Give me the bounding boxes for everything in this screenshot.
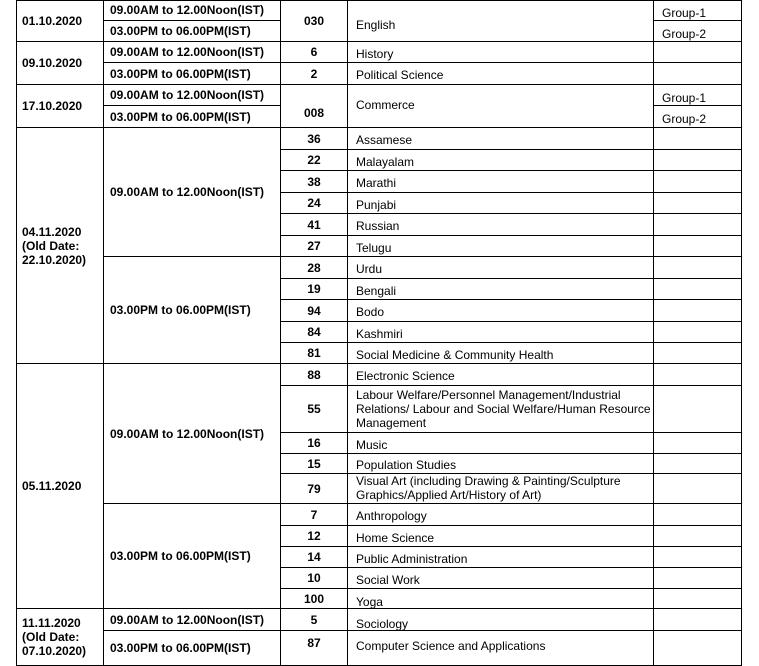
subject-name: Assamese <box>356 133 413 147</box>
subject-code-cell <box>281 42 348 63</box>
date-cell <box>16 128 104 364</box>
group-cell <box>654 589 742 609</box>
subject-name: Sociology <box>356 617 409 631</box>
subject-code: 88 <box>307 367 321 382</box>
date-cell <box>16 609 104 666</box>
date-text: 04.11.2020 (Old Date: 22.10.2020) <box>22 224 87 267</box>
date-text: 09.10.2020 <box>22 56 83 70</box>
subject-code-cell <box>281 364 348 386</box>
subject-name-cell <box>348 547 654 568</box>
time-slot-text: 09.00AM to 12.00Noon(IST) <box>110 185 265 199</box>
subject-code-cell <box>281 128 348 150</box>
subject-name: Marathi <box>356 176 397 190</box>
subject-code: 12 <box>307 529 321 543</box>
subject-name-cell <box>348 504 654 526</box>
subject-code: 87 <box>307 636 321 650</box>
subject-name: Commerce <box>356 98 415 112</box>
subject-name: Visual Art (including Drawing & Painting/Sculpture Graphics/Applied Art/History of Art) <box>356 474 621 502</box>
subject-code: 2 <box>310 66 318 81</box>
subject-code: 55 <box>307 402 321 416</box>
subject-code: 16 <box>307 436 321 450</box>
subject-code-cell <box>281 386 348 433</box>
time-slot-cell <box>104 42 281 63</box>
group-cell <box>654 547 742 568</box>
subject-code-cell <box>281 0 348 42</box>
subject-code: 38 <box>307 174 321 189</box>
subject-code-cell <box>281 433 348 454</box>
time-slot-text: 09.00AM to 12.00Noon(IST) <box>110 88 265 102</box>
subject-code-cell <box>281 322 348 343</box>
group-label: Group-1 <box>662 91 707 105</box>
group-cell <box>654 193 742 214</box>
subject-code-cell <box>281 454 348 474</box>
date-text: 01.10.2020 <box>22 13 83 28</box>
time-slot-cell <box>104 609 281 631</box>
time-slot-text: 09.00AM to 12.00Noon(IST) <box>110 3 265 17</box>
date-text: 11.11.2020 (Old Date: 07.10.2020) <box>22 616 87 658</box>
subject-name-cell <box>348 474 654 504</box>
group-cell <box>654 433 742 454</box>
subject-code: 008 <box>303 106 325 120</box>
subject-name-cell <box>348 85 654 128</box>
time-slot-cell <box>104 128 281 257</box>
time-slot-text: 03.00PM to 06.00PM(IST) <box>110 24 251 38</box>
subject-code: 15 <box>307 456 321 471</box>
subject-code-cell <box>281 609 348 631</box>
group-cell <box>654 236 742 257</box>
subject-code: 24 <box>307 196 321 210</box>
group-cell <box>654 106 742 128</box>
subject-code-cell <box>281 257 348 279</box>
time-slot-cell <box>104 21 281 42</box>
date-cell <box>16 42 104 85</box>
subject-name: Labour Welfare/Personnel Management/Industrial Relations/ Labour and Social Welfare/Human Resource Management <box>356 388 651 430</box>
time-slot-cell <box>104 0 281 21</box>
subject-code: 6 <box>310 45 318 59</box>
group-label: Group-1 <box>662 6 707 20</box>
subject-name-cell <box>348 526 654 547</box>
subject-name-cell <box>348 609 654 631</box>
subject-name: Telugu <box>356 241 392 255</box>
subject-name: Music <box>356 438 388 452</box>
group-cell <box>654 609 742 631</box>
time-slot-cell <box>104 257 281 364</box>
subject-code: 28 <box>307 260 321 275</box>
subject-code-cell <box>281 504 348 526</box>
subject-name-cell <box>348 193 654 214</box>
subject-name: Punjabi <box>356 198 397 212</box>
time-slot-text: 03.00PM to 06.00PM(IST) <box>110 66 251 81</box>
subject-code-cell <box>281 343 348 364</box>
subject-name: Computer Science and Applications <box>356 639 546 653</box>
date-cell <box>16 0 104 42</box>
group-cell <box>654 150 742 171</box>
group-label: Group-2 <box>662 27 707 41</box>
subject-code: 19 <box>307 282 321 296</box>
group-cell <box>654 257 742 279</box>
subject-code-cell <box>281 300 348 322</box>
subject-code: 81 <box>307 346 321 360</box>
time-slot-text: 09.00AM to 12.00Noon(IST) <box>110 426 265 441</box>
subject-code-cell <box>281 150 348 171</box>
group-cell <box>654 386 742 433</box>
time-slot-text: 09.00AM to 12.00Noon(IST) <box>110 45 265 59</box>
subject-name-cell <box>348 214 654 236</box>
subject-name-cell <box>348 128 654 150</box>
subject-name: Anthropology <box>356 509 427 523</box>
subject-name: Political Science <box>356 68 444 82</box>
group-label: Group-2 <box>662 112 707 126</box>
subject-name: Bengali <box>356 284 397 298</box>
subject-code: 79 <box>307 481 321 496</box>
group-cell <box>654 454 742 474</box>
subject-name-cell <box>348 433 654 454</box>
group-cell <box>654 171 742 193</box>
group-cell <box>654 214 742 236</box>
subject-name: History <box>356 47 394 61</box>
subject-name: Population Studies <box>356 458 457 472</box>
group-cell <box>654 300 742 322</box>
time-slot-cell <box>104 364 281 504</box>
subject-name: English <box>356 18 396 32</box>
subject-name-cell <box>348 171 654 193</box>
subject-name-cell <box>348 150 654 171</box>
subject-code-cell <box>281 63 348 85</box>
subject-code: 27 <box>307 239 321 253</box>
time-slot-cell <box>104 504 281 609</box>
subject-name-cell <box>348 589 654 609</box>
subject-name: Kashmiri <box>356 327 403 341</box>
date-text: 05.11.2020 <box>22 479 82 493</box>
subject-code-cell <box>281 214 348 236</box>
subject-name-cell <box>348 236 654 257</box>
group-cell <box>654 322 742 343</box>
group-cell <box>654 568 742 589</box>
subject-code-cell <box>281 568 348 589</box>
subject-name: Yoga <box>356 595 383 609</box>
subject-code: 94 <box>307 303 321 318</box>
group-cell <box>654 364 742 386</box>
time-slot-text: 03.00PM to 06.00PM(IST) <box>110 549 251 563</box>
subject-code-cell <box>281 631 348 666</box>
subject-name-cell <box>348 257 654 279</box>
subject-name-cell <box>348 631 654 666</box>
subject-code-cell <box>281 236 348 257</box>
subject-name: Bodo <box>356 305 385 319</box>
subject-name-cell <box>348 343 654 364</box>
subject-code: 10 <box>307 571 321 585</box>
subject-name-cell <box>348 279 654 300</box>
subject-code: 36 <box>307 131 321 146</box>
time-slot-cell <box>104 85 281 106</box>
subject-code-cell <box>281 85 348 128</box>
subject-code: 030 <box>303 13 325 28</box>
group-cell <box>654 343 742 364</box>
group-cell <box>654 631 742 666</box>
subject-name-cell <box>348 568 654 589</box>
subject-code-cell <box>281 171 348 193</box>
date-cell <box>16 85 104 128</box>
subject-name-cell <box>348 322 654 343</box>
time-slot-text: 03.00PM to 06.00PM(IST) <box>110 641 251 655</box>
date-text: 17.10.2020 <box>22 99 83 113</box>
subject-code-cell <box>281 474 348 504</box>
subject-name: Social Medicine & Community Health <box>356 348 554 362</box>
subject-name: Social Work <box>356 573 420 587</box>
time-slot-cell <box>104 106 281 128</box>
time-slot-cell <box>104 631 281 666</box>
subject-code: 100 <box>303 591 325 606</box>
group-cell <box>654 21 742 42</box>
subject-name-cell <box>348 364 654 386</box>
group-cell <box>654 85 742 106</box>
subject-code-cell <box>281 547 348 568</box>
group-cell <box>654 504 742 526</box>
subject-name-cell <box>348 42 654 63</box>
time-slot-text: 03.00PM to 06.00PM(IST) <box>110 109 251 124</box>
subject-code: 14 <box>307 550 321 564</box>
subject-name-cell <box>348 454 654 474</box>
subject-code-cell <box>281 193 348 214</box>
subject-code: 5 <box>310 612 318 627</box>
group-cell <box>654 474 742 504</box>
subject-name-cell <box>348 300 654 322</box>
time-slot-cell <box>104 63 281 85</box>
subject-name: Home Science <box>356 531 435 545</box>
group-cell <box>654 279 742 300</box>
subject-name: Russian <box>356 219 400 233</box>
time-slot-text: 09.00AM to 12.00Noon(IST) <box>110 612 265 627</box>
subject-code-cell <box>281 526 348 547</box>
time-slot-text: 03.00PM to 06.00PM(IST) <box>110 303 251 317</box>
subject-name: Urdu <box>356 262 383 276</box>
subject-name-cell <box>348 63 654 85</box>
group-cell <box>654 128 742 150</box>
group-cell <box>654 63 742 85</box>
subject-name: Electronic Science <box>356 369 455 383</box>
subject-code: 84 <box>307 325 321 339</box>
subject-name: Public Administration <box>356 552 468 566</box>
subject-code: 22 <box>307 153 321 167</box>
subject-name-cell <box>348 386 654 433</box>
group-cell <box>654 42 742 63</box>
group-cell <box>654 526 742 547</box>
subject-code-cell <box>281 279 348 300</box>
group-cell <box>654 0 742 21</box>
date-cell <box>16 364 104 609</box>
subject-code: 41 <box>307 217 321 232</box>
subject-name-cell <box>348 0 654 42</box>
subject-code-cell <box>281 589 348 609</box>
subject-code: 7 <box>310 507 318 522</box>
subject-name: Malayalam <box>356 155 415 169</box>
